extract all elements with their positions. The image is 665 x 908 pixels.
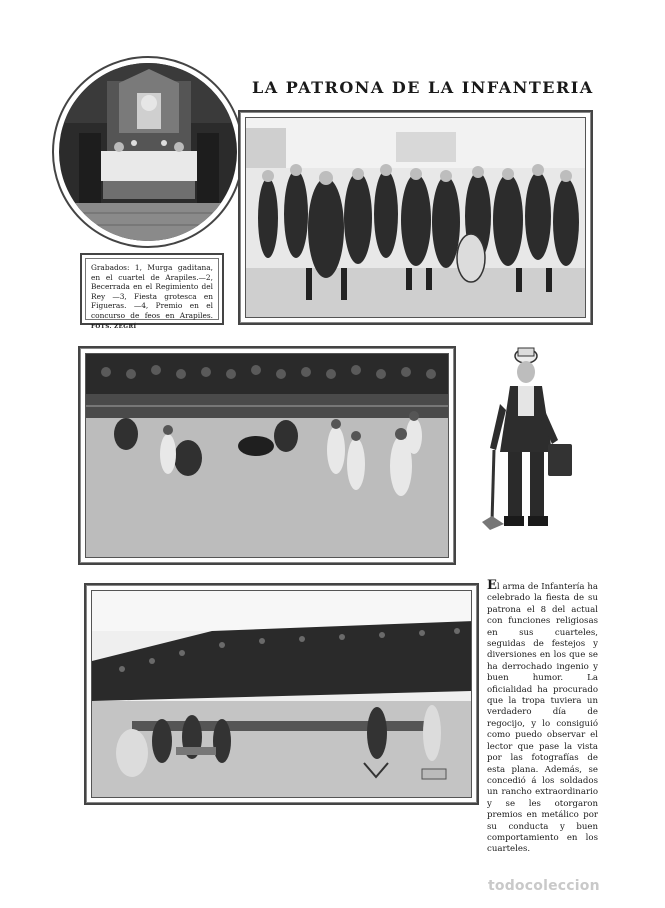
becerrada-photo-frame [78, 346, 456, 565]
ugly-contest-winner-image [476, 344, 586, 540]
watermark: todocoleccion [488, 878, 600, 894]
murga-photo-frame [238, 110, 593, 325]
caption-box [80, 253, 224, 330]
article-text: l arma de Infantería ha celebrado la fiesta de su patrona el 8 del actual con funciones religiosas en sus cuarteles, seguidas de festejos y diversiones en los que se ha derrochado ingenio y buen humor. La oficialidad ha procurado que la tropa tuviera un verdadero día de regocijo, y lo consiguió como puedo observar el lector que pase la vista por las fotografías de esta plana. Además, se concedió á los soldados un rancho extraordinario y se les otorgaron premios en metálico por su conducta y buen comportamiento en los cuarteles. [487, 582, 598, 855]
page-title: LA PATRONA DE LA INFANTERIA [252, 78, 594, 97]
ugly-contest-winner-photo [476, 344, 586, 540]
fiesta-photo-frame [84, 583, 479, 805]
caption-text: Grabados: 1, Murga gaditana, en el cuartel de Arapiles.—2, Becerrada en el Regimiento del Rey —3, Fiesta grotesca en Figueras. —4, Premio en el concurso de feos en Arapiles. [91, 263, 213, 320]
photo-credit: FOTS. ZEGRÍ [91, 323, 137, 330]
becerrada-photo-image [86, 354, 449, 558]
altar-photo-image [59, 63, 237, 241]
murga-photo-image [246, 118, 586, 318]
fiesta-photo-image [92, 591, 472, 798]
caption-inner [85, 258, 219, 330]
article-dropcap: E [487, 578, 497, 593]
article-body [487, 580, 598, 856]
becerrada-photo [85, 353, 449, 558]
fiesta-photo [91, 590, 472, 798]
murga-photo [245, 117, 586, 318]
altar-photo-frame [52, 56, 244, 248]
altar-photo [59, 63, 237, 241]
